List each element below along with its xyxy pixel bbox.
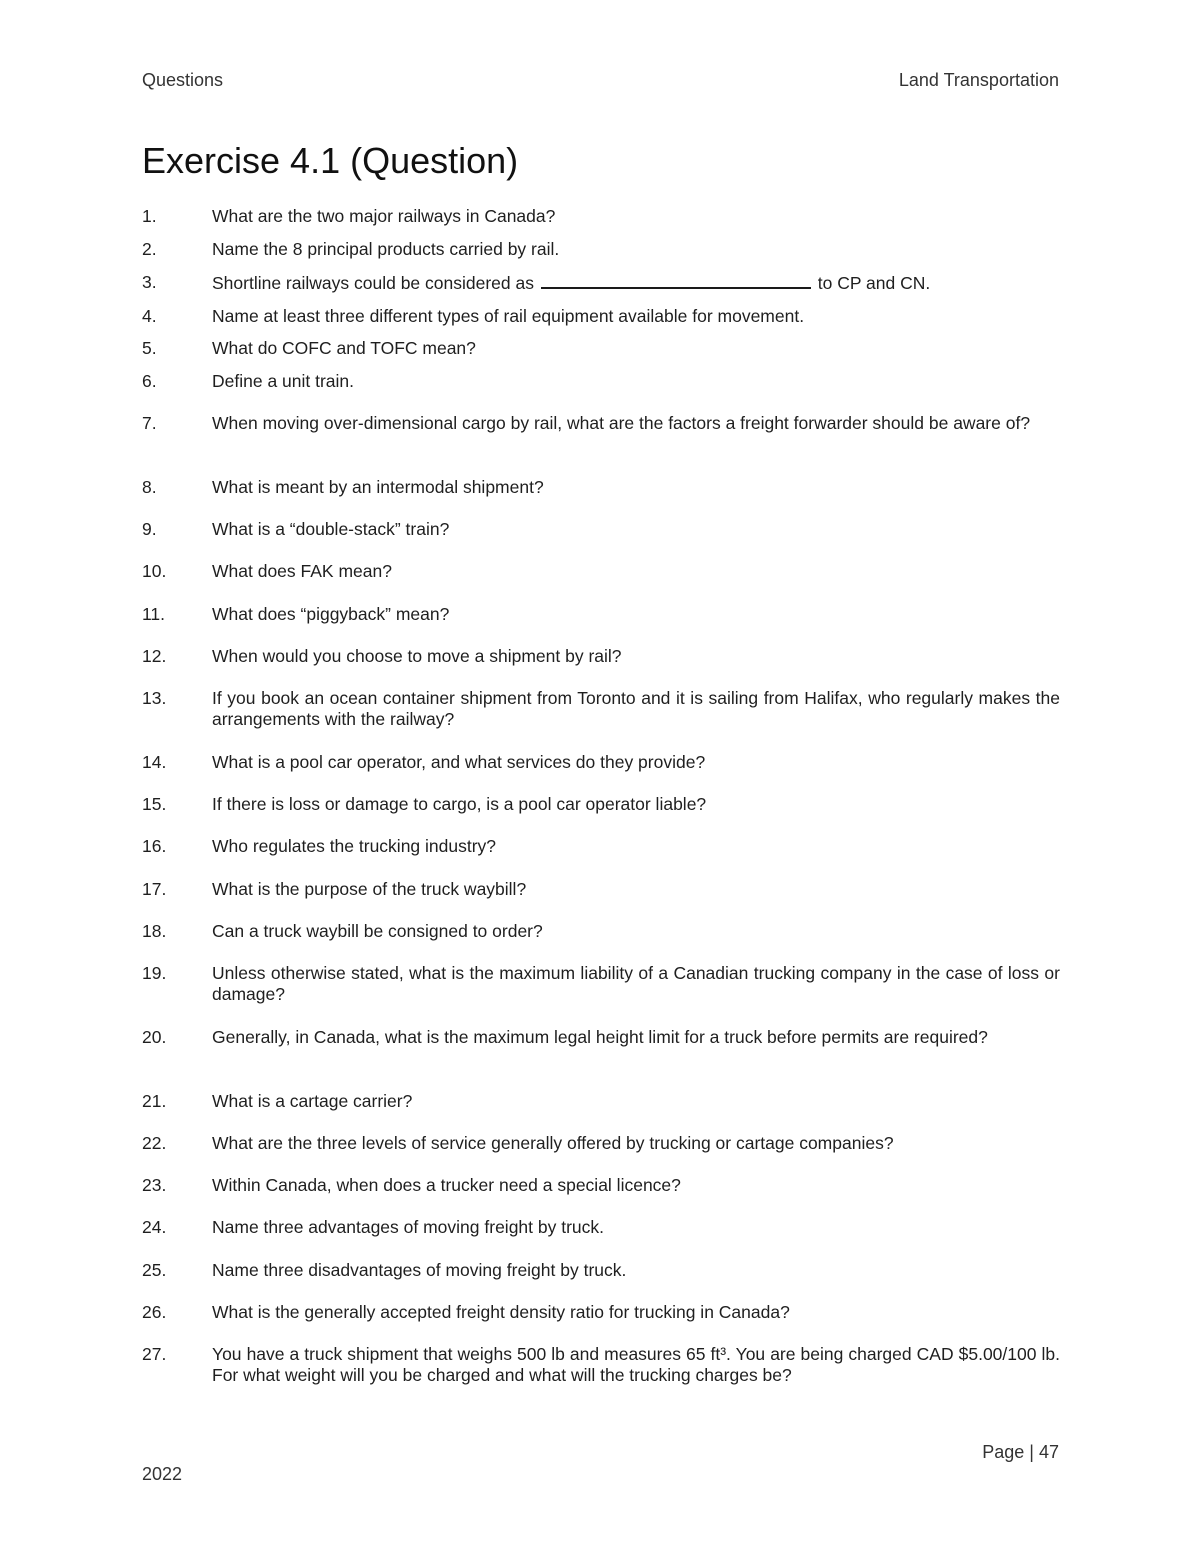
question-number: 6.: [142, 371, 157, 391]
question-item: [142, 272, 1060, 294]
question-text: Who regulates the trucking industry?: [212, 836, 497, 856]
question-number: 5.: [142, 338, 157, 358]
question-text: What is the purpose of the truck waybill?: [212, 879, 527, 899]
question-text-before-blank: Shortline railways could be considered as: [212, 273, 534, 293]
question-number: 2.: [142, 239, 157, 259]
question-item: [142, 1302, 1060, 1323]
question-number: 8.: [142, 477, 157, 497]
question-number: 22.: [142, 1133, 167, 1153]
question-text: What is a pool car operator, and what services do they provide?: [212, 752, 706, 772]
question-number: 18.: [142, 921, 167, 941]
question-item: [142, 1260, 1060, 1281]
question-number: 1.: [142, 206, 157, 226]
question-text: What does FAK mean?: [212, 561, 392, 581]
question-item: [142, 306, 1060, 327]
question-number: 26.: [142, 1302, 167, 1322]
question-item: [142, 1027, 1060, 1048]
question-item: [142, 752, 1060, 773]
question-text: Generally, in Canada, what is the maximum legal height limit for a truck before permits are required?: [212, 1027, 988, 1047]
question-item: [142, 519, 1060, 540]
question-item: [142, 646, 1060, 667]
fill-in-blank-line: [541, 272, 811, 289]
question-number: 7.: [142, 413, 157, 433]
question-item: [142, 688, 1060, 730]
question-number: 13.: [142, 688, 167, 708]
question-text: Name the 8 principal products carried by rail.: [212, 239, 560, 259]
question-item: [142, 413, 1060, 434]
question-text: If you book an ocean container shipment from Toronto and it is sailing from Halifax, who regularly makes the arrangements with the railway?: [212, 688, 1060, 729]
question-number: 9.: [142, 519, 157, 539]
question-item: [142, 836, 1060, 857]
question-text: Unless otherwise stated, what is the maximum liability of a Canadian trucking company in the case of loss or damage?: [212, 963, 1060, 1004]
question-text: What do COFC and TOFC mean?: [212, 338, 476, 358]
question-number: 14.: [142, 752, 167, 772]
question-text: Name three disadvantages of moving freight by truck.: [212, 1260, 627, 1280]
question-text: Name at least three different types of rail equipment available for movement.: [212, 306, 805, 326]
question-text: When moving over-dimensional cargo by rail, what are the factors a freight forwarder should be aware of?: [212, 413, 1031, 433]
question-text: What is meant by an intermodal shipment?: [212, 477, 544, 497]
question-item: [142, 371, 1060, 392]
question-item: [142, 1091, 1060, 1112]
question-text: What are the two major railways in Canada?: [212, 206, 556, 226]
question-number: 23.: [142, 1175, 167, 1195]
question-text: If there is loss or damage to cargo, is a pool car operator liable?: [212, 794, 707, 814]
header-section-label: Questions: [142, 70, 224, 90]
question-item: [142, 1175, 1060, 1196]
question-text-after-blank: to CP and CN.: [817, 273, 931, 293]
question-item: [142, 921, 1060, 942]
question-number: 27.: [142, 1344, 167, 1364]
question-text: Within Canada, when does a trucker need a special licence?: [212, 1175, 681, 1195]
question-number: 24.: [142, 1217, 167, 1237]
question-item: [142, 477, 1060, 498]
footer-year: 2022: [142, 1464, 183, 1484]
question-item: [142, 963, 1060, 1005]
question-number: 10.: [142, 561, 167, 581]
question-text: What is a “double-stack” train?: [212, 519, 450, 539]
question-number: 16.: [142, 836, 167, 856]
question-number: 4.: [142, 306, 157, 326]
question-item: [142, 206, 1060, 227]
question-number: 11.: [142, 604, 166, 624]
question-number: 21.: [142, 1091, 167, 1111]
question-item: [142, 1344, 1060, 1386]
question-text: Define a unit train.: [212, 371, 355, 391]
question-item: [142, 1133, 1060, 1154]
question-number: 12.: [142, 646, 167, 666]
question-item: [142, 604, 1060, 625]
question-text: What does “piggyback” mean?: [212, 604, 450, 624]
question-number: 3.: [142, 272, 157, 292]
question-item: [142, 561, 1060, 582]
question-item: [142, 1217, 1060, 1238]
question-text: What is a cartage carrier?: [212, 1091, 413, 1111]
question-number: 15.: [142, 794, 167, 814]
question-text: Can a truck waybill be consigned to order?: [212, 921, 543, 941]
question-item: [142, 338, 1060, 359]
question-text: When would you choose to move a shipment by rail?: [212, 646, 622, 666]
question-text: What is the generally accepted freight density ratio for trucking in Canada?: [212, 1302, 790, 1322]
question-item: [142, 239, 1060, 260]
question-number: 19.: [142, 963, 167, 983]
question-number: 20.: [142, 1027, 167, 1047]
header-chapter-label: Land Transportation: [898, 70, 1059, 90]
question-item: [142, 879, 1060, 900]
question-number: 25.: [142, 1260, 167, 1280]
question-item: [142, 794, 1060, 815]
question-text: You have a truck shipment that weighs 500 lb and measures 65 ft³. You are being charged CAD $5.00/100 lb. For what weight will you be charged and what will the trucking charges be?: [212, 1344, 1060, 1385]
question-text: Name three advantages of moving freight by truck.: [212, 1217, 605, 1237]
page-title: Exercise 4.1 (Question): [142, 140, 519, 181]
question-text: [212, 272, 1060, 294]
question-text: What are the three levels of service generally offered by trucking or cartage companies?: [212, 1133, 894, 1153]
page-number: Page | 47: [982, 1442, 1059, 1462]
question-number: 17.: [142, 879, 167, 899]
